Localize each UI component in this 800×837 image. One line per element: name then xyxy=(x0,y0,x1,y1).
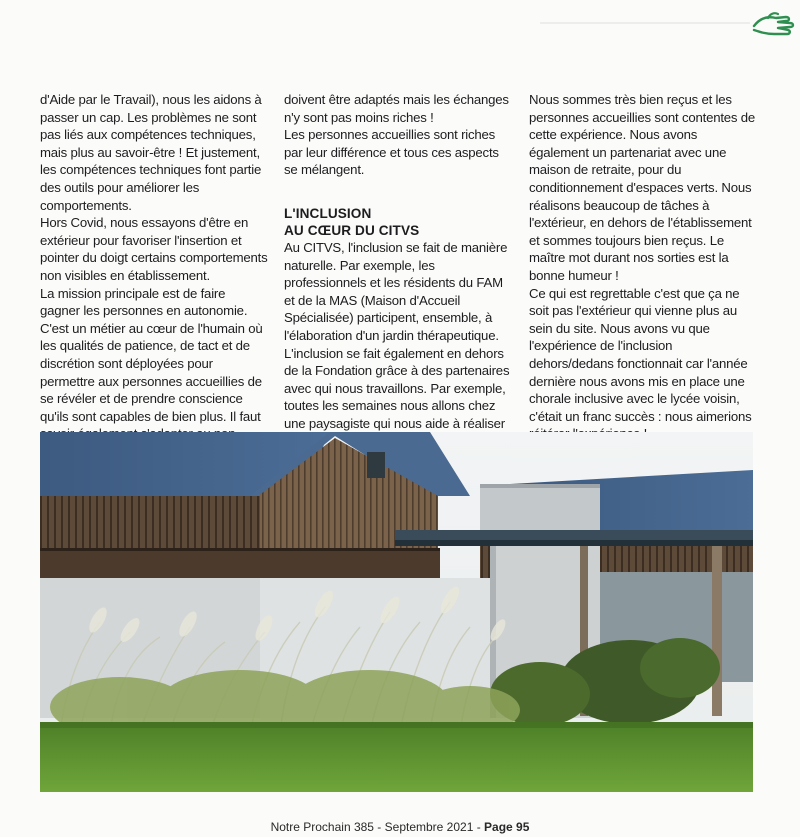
text-column-1 xyxy=(40,91,268,460)
header-rule xyxy=(540,22,750,24)
section-heading-line-2: AU CŒUR DU CITVS xyxy=(284,222,420,238)
section-heading xyxy=(284,205,512,239)
hand-logo-icon xyxy=(752,8,796,42)
paragraph: d'Aide par le Travail), nous les aidons à passer un cap. Les problèmes ne sont pas liés aux compétences techniques, mais plus au savoir-être ! Et justement, les compétences techniques font partie des outils pour améliorer les comportements. xyxy=(40,92,262,213)
paragraph: Nous sommes très bien reçus et les personnes accueillies sont contentes de cette expérience. Nous avons également un partenariat avec une maison de retraite, pour du conditionnement d'espaces verts. Nous réalisons beaucoup de tâches à l'extérieur, en dehors de l'établissement et sommes toujours bien reçus. Le maître mot durant nos sorties est la bonne humeur ! xyxy=(529,92,756,283)
paragraph-text: Ce qui est regrettable c'est que ça ne soit pas l'extérieur qui vienne plus au sein du site. Nous avons vu que l'expérience de l'inclusion dehors/dedans fonctionnait car l'année dernière nous avons mis en place une chorale inclusive avec le lycée voisin, c'était un franc succès : nous aimerions xyxy=(529,285,752,424)
page-footer xyxy=(0,820,800,834)
paragraph: Les personnes accueillies sont riches par leur différence et tous ces aspects se mélangent. xyxy=(284,127,499,178)
text-column-3 xyxy=(529,91,757,443)
building-illustration xyxy=(40,432,753,792)
paragraph: doivent être adaptés mais les échanges n'y sont pas moins riches ! xyxy=(284,92,509,125)
paragraph: Hors Covid, nous essayons d'être en extérieur pour favoriser l'insertion et pointer du doigt certains comportements non visibles en établissement. xyxy=(40,215,268,283)
paragraph: La mission principale est de faire gagner les personnes en autonomie. C'est un métier au cœur de l'humain où les qualités de patience, de tact et de discrétion sont déployées pour permettre aux personnes accueillies de se révéler et de prendre conscience qu'ils sont capables de bien plus. Il faut xyxy=(40,285,263,424)
section-heading-line-1: L'INCLUSION xyxy=(284,205,372,221)
paragraph: Au CITVS, l'inclusion se fait de manière naturelle. Par exemple, les professionnels et les résidents du FAM et de la MAS (Maison d'Accueil Spécialisée) participent, ensemble, à l'élaboration d'un jardin thérapeutique. xyxy=(284,239,508,343)
page-number: Page 95 xyxy=(484,820,530,834)
paragraph: L'inclusion se fait également en dehors de la Fondation grâce à des partenaires avec qui nous travaillons. Par exemple, toutes les semaines nous allons chez une paysagiste qui nous aide à réaliser xyxy=(284,345,510,431)
text-column-2 xyxy=(284,91,512,450)
building-photo xyxy=(40,432,753,792)
footer-publication: Notre Prochain 385 - Septembre 2021 - xyxy=(270,820,485,834)
paragraph xyxy=(529,285,757,443)
